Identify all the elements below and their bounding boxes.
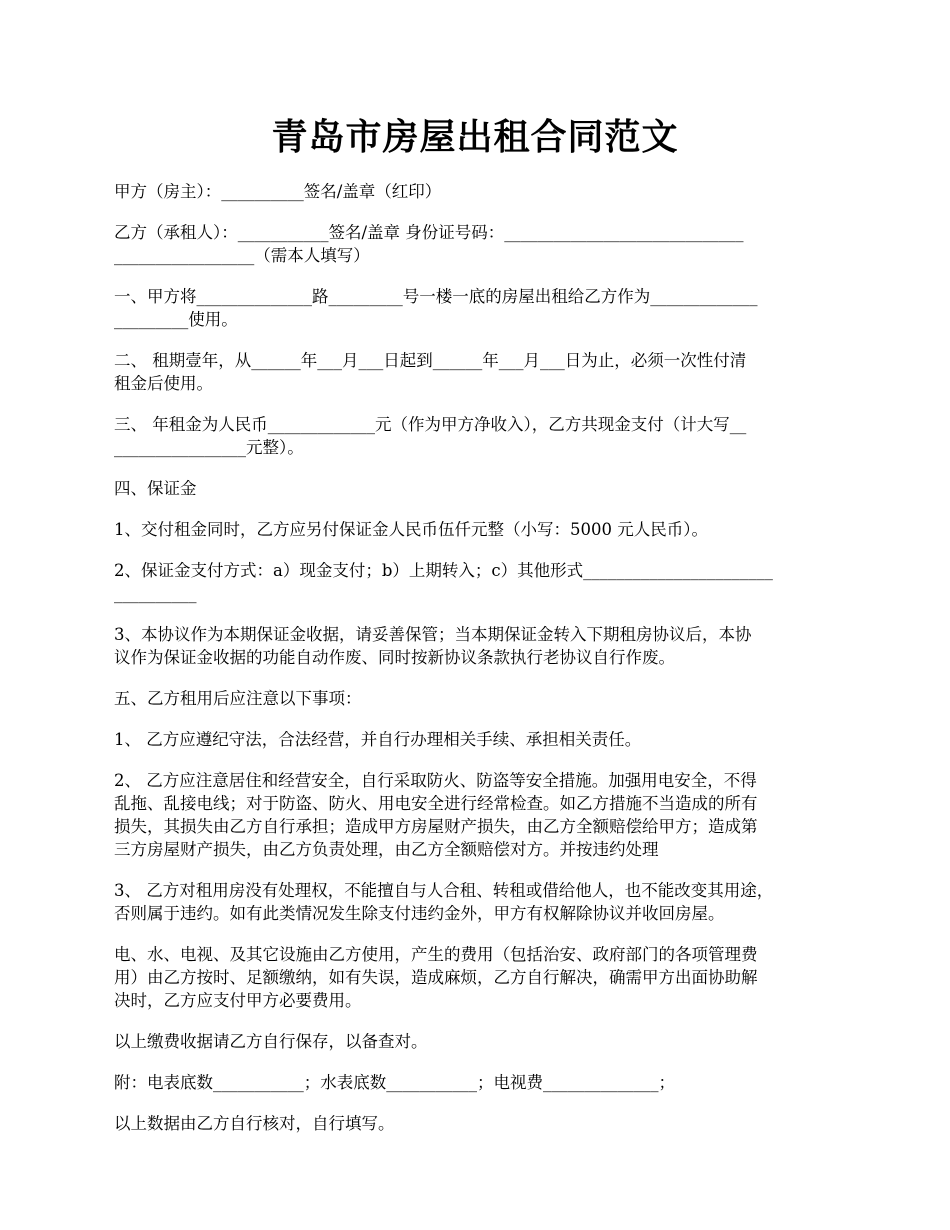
receipts-note: 以上缴费收据请乙方自行保存，以备查对。 <box>114 1032 428 1051</box>
party-b-line: 乙方（承租人）：___________签名/盖章 身份证号码：_____________________________ _________________（需本人填写） <box>114 223 744 265</box>
notice-item-2: 2、 乙方应注意居住和经营安全，自行采取防火、防盗等安全措施。加强用电安全，不得 乱拖、乱接电线；对于防盗、防火、用电安全进行经常检查。如乙方措施不当造成的所有 损失，其损失由乙方自行承担；造成甲方房屋财产损失，由乙方全额赔偿给甲方；造成第 三方房屋财产损失，由乙方负责处理，由乙方全额赔偿对方。并按违约处理 <box>114 771 758 859</box>
deposit-item-1: 1、交付租金同时，乙方应另付保证金人民币伍仟元整（小写：5000 元人民币）。 <box>114 520 708 539</box>
meter-readings-line: 附：电表底数___________；水表底数___________；电视费______________； <box>114 1073 675 1092</box>
notice-item-1: 1、 乙方应遵纪守法，合法经营，并自行办理相关手续、承担相关责任。 <box>114 730 642 749</box>
notice-item-3: 3、 乙方对租用房没有处理权，不能擅自与人合租、转租或借给他人，也不能改变其用途， 否则属于违约。如有此类情况发生除支付违约金外，甲方有权解除协议并收回房屋。 <box>114 881 774 923</box>
clause-4-heading: 四、保证金 <box>114 479 197 498</box>
deposit-item-2: 2、保证金支付方式：a）现金支付；b）上期转入；c）其他形式_______________________ __________ <box>114 561 773 603</box>
party-a-line: 甲方（房主）：__________签名/盖章（红印） <box>114 182 442 201</box>
document-body <box>114 180 842 1153</box>
clause-5-heading: 五、乙方租用后应注意以下事项： <box>114 689 362 708</box>
clause-3-rent: 三、 年租金为人民币_____________元（作为甲方净收入），乙方共现金支付（计大写__ ________________元整）。 <box>114 415 747 457</box>
utilities-paragraph: 电、水、电视、及其它设施由乙方使用，产生的费用（包括治安、政府部门的各项管理费 用）由乙方按时、足额缴纳，如有失误，造成麻烦，乙方自行解决，确需甲方出面协助解 决时，乙方应支付甲方必要费用。 <box>114 945 758 1010</box>
clause-1-premises: 一、甲方将______________路_________号一楼一底的房屋出租给乙方作为_____________ _________使用。 <box>114 287 758 329</box>
deposit-item-3: 3、本协议作为本期保证金收据，请妥善保管；当本期保证金转入下期租房协议后，本协 议作为保证金收据的功能自动作废、同时按新协议条款执行老协议自行作废。 <box>114 625 752 667</box>
document-title: 青岛市房屋出租合同范文 <box>271 116 679 158</box>
clause-2-term: 二、 租期壹年，从______年___月___日起到______年___月___日为止，必须一次性付清 租金后使用。 <box>114 351 747 393</box>
closing-note: 以上数据由乙方自行核对，自行填写。 <box>114 1114 395 1133</box>
